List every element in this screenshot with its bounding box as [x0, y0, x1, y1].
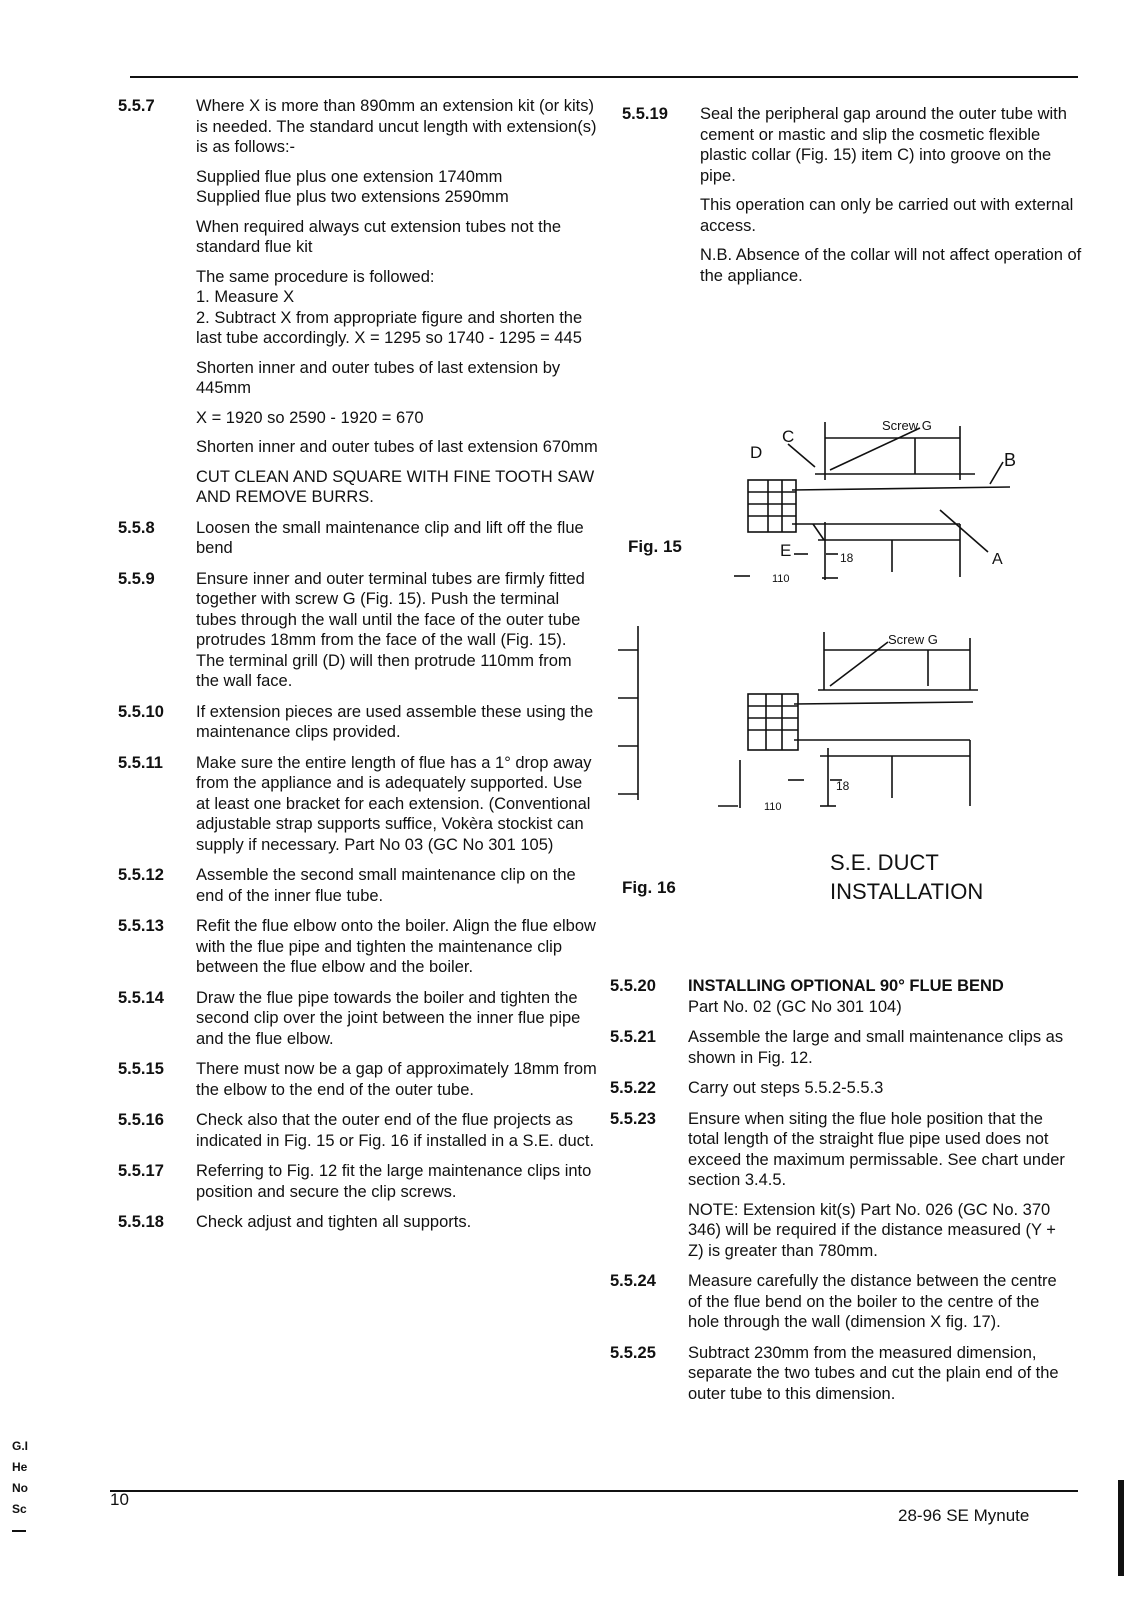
section-5-5-17: [118, 1161, 598, 1202]
section-5-5-25: [610, 1343, 1070, 1405]
section-body: [688, 1271, 1070, 1333]
paragraph: NOTE: Extension kit(s) Part No. 026 (GC No. 370 346) will be required if the distance measured (Y + Z) is greater than 780mm.: [688, 1200, 1056, 1260]
fig15-label: Fig. 15: [628, 537, 682, 556]
right-column-top: [622, 104, 1082, 296]
top-rule: [130, 76, 1078, 78]
paragraph: When required always cut extension tubes not the standard flue kit: [196, 217, 562, 256]
side-mark: No: [12, 1481, 28, 1495]
section-number: 5.5.20: [610, 977, 656, 995]
paragraph: X = 1920 so 2590 - 1920 = 670: [196, 408, 424, 427]
section-number: 5.5.14: [118, 988, 164, 1007]
section-5-5-9: [118, 569, 598, 692]
fig16-label: Fig. 16: [622, 878, 676, 897]
section-body: [196, 569, 598, 692]
section-number: 5.5.21: [610, 1028, 656, 1046]
model-footer: 28-96 SE Mynute: [898, 1506, 1030, 1525]
section-body: [700, 104, 1082, 286]
section-body: [688, 1343, 1070, 1405]
paragraph: Make sure the entire length of flue has a 1° drop away from the appliance and is adequately supported. Use at least one bracket for each extension. (Conventional adjustable strap supports suffice, Vokèra stockist can supply if necessary. Part No 03 (GC No 301 105): [196, 753, 592, 854]
fig15-label-b: B: [1004, 450, 1017, 470]
paragraph: Carry out steps 5.5.2-5.5.3: [688, 1079, 884, 1097]
section-body: [196, 96, 598, 508]
paragraph: Check also that the outer end of the flue projects as indicated in Fig. 15 or Fig. 16 if installed in a S.E. duct.: [196, 1111, 595, 1150]
section-number: 5.5.23: [610, 1109, 656, 1128]
side-marks: [12, 1436, 28, 1520]
paragraph: Assemble the large and small maintenance clips as shown in Fig. 12.: [688, 1028, 1064, 1067]
section-number: 5.5.18: [118, 1213, 164, 1231]
section-number: 5.5.16: [118, 1111, 164, 1129]
side-mark: G.I: [12, 1439, 29, 1453]
section-body: [196, 1059, 598, 1100]
section-5-5-13: [118, 916, 598, 978]
paragraph: Refit the flue elbow onto the boiler. Align the flue elbow with the flue pipe and tighten the maintenance clip between the flue elbow and the boiler.: [196, 917, 596, 976]
paragraph: Measure carefully the distance between the centre of the flue bend on the boiler to the centre of the hole through the wall (dimension X fig. 17).: [688, 1272, 1057, 1331]
section-5-5-21: [610, 1027, 1070, 1068]
section-5-5-10: [118, 702, 598, 743]
section-number: 5.5.8: [118, 518, 155, 537]
section-5-5-22: [610, 1078, 1070, 1099]
side-mark: Sc: [12, 1502, 27, 1516]
section-number: 5.5.24: [610, 1272, 656, 1290]
section-5-5-14: [118, 988, 598, 1050]
section-number: 5.5.17: [118, 1162, 164, 1180]
section-5-5-11: [118, 753, 598, 856]
section-5-5-19: [622, 104, 1082, 286]
paragraph: The same procedure is followed: 1. Measure X 2. Subtract X from appropriate figure and shorten the last tube accordingly. X = 1295 so 1740 - 1295 = 445: [196, 267, 583, 347]
right-column-bottom: [610, 976, 1070, 1414]
paragraph: Part No. 02 (GC No 301 104): [688, 997, 902, 1016]
se-duct-caption: [830, 848, 983, 906]
paragraph: There must now be a gap of approximately 18mm from the elbow to the end of the outer tube.: [196, 1060, 597, 1099]
fig15-label-c: C: [782, 427, 795, 446]
paragraph: Check adjust and tighten all supports.: [196, 1213, 472, 1231]
side-dash: [12, 1530, 26, 1532]
section-5-5-15: [118, 1059, 598, 1100]
fig15-label-d: D: [750, 443, 763, 462]
section-body: [196, 1161, 598, 1202]
paragraph: Where X is more than 890mm an extension kit (or kits) is needed. The standard uncut length with extension(s) is as follows:-: [196, 97, 597, 156]
section-body: [196, 702, 598, 743]
fig16-screw-label: Screw G: [888, 632, 938, 647]
paragraph: Ensure inner and outer terminal tubes are firmly fitted together with screw G (Fig. 15). Push the terminal tubes through the wall until the face of the outer tube protrudes 18mm from the face of the wall (Fig. 15). The terminal grill (D) will then protrude 110mm from the wall face.: [196, 569, 585, 690]
paragraph: Supplied flue plus one extension 1740mm Supplied flue plus two extensions 2590mm: [196, 167, 509, 206]
section-body: [196, 1212, 471, 1233]
section-heading: INSTALLING OPTIONAL 90° FLUE BEND: [688, 977, 1004, 995]
section-body: [196, 865, 598, 906]
section-number: 5.5.12: [118, 866, 164, 884]
se-duct-line1: S.E. DUCT: [830, 850, 939, 875]
section-5-5-8: [118, 518, 598, 559]
section-number: 5.5.19: [622, 105, 668, 123]
section-body: [196, 1110, 598, 1151]
paragraph: CUT CLEAN AND SQUARE WITH FINE TOOTH SAW AND REMOVE BURRS.: [196, 467, 595, 506]
paragraph: This operation can only be carried out with external access.: [700, 196, 1074, 235]
section-5-5-16: [118, 1110, 598, 1151]
section-body: [196, 916, 598, 978]
paragraph: N.B. Absence of the collar will not affect operation of the appliance.: [700, 246, 1082, 285]
fig15-label-e: E: [780, 541, 792, 560]
fig16-diagram: [608, 620, 988, 820]
section-body: [688, 1027, 1070, 1068]
paragraph: Draw the flue pipe towards the boiler and tighten the second clip over the joint between the inner flue pipe and the flue elbow.: [196, 988, 581, 1048]
paragraph: Ensure when siting the flue hole position that the total length of the straight flue pipe used does not exceed the maximum permissable. See chart under section 3.4.5.: [688, 1109, 1065, 1189]
section-number: 5.5.13: [118, 917, 164, 935]
paragraph: Subtract 230mm from the measured dimension, separate the two tubes and cut the plain end of the outer tube to this dimension.: [688, 1343, 1059, 1403]
edge-bar: [1118, 1480, 1124, 1576]
section-5-5-23: [610, 1109, 1070, 1262]
bottom-rule: [110, 1490, 1078, 1492]
section-5-5-20: [610, 976, 1070, 1017]
fig15-diagram: [720, 412, 1030, 592]
paragraph: If extension pieces are used assemble these using the maintenance clips provided.: [196, 702, 594, 741]
paragraph: Shorten inner and outer tubes of last extension by 445mm: [196, 358, 561, 397]
section-body: [688, 1078, 883, 1099]
page-number: 10: [110, 1490, 129, 1509]
section-number: 5.5.22: [610, 1079, 656, 1097]
section-number: 5.5.10: [118, 702, 164, 721]
section-5-5-18: [118, 1212, 598, 1233]
fig15-label-a: A: [992, 551, 1003, 568]
section-number: 5.5.25: [610, 1343, 656, 1362]
fig16-dim-18: 18: [836, 779, 850, 793]
section-5-5-12: [118, 865, 598, 906]
section-5-5-7: [118, 96, 598, 508]
section-body: [196, 988, 598, 1050]
side-mark: He: [12, 1460, 28, 1474]
section-5-5-24: [610, 1271, 1070, 1333]
fig16-dim-110: 110: [764, 801, 782, 813]
section-number: 5.5.11: [118, 753, 163, 772]
paragraph: Seal the peripheral gap around the outer tube with cement or mastic and slip the cosmetic flexible plastic collar (Fig. 15) item C) into groove on the pipe.: [700, 105, 1067, 185]
fig15-dim-18: 18: [840, 551, 854, 565]
section-number: 5.5.7: [118, 97, 155, 115]
section-number: 5.5.15: [118, 1060, 164, 1078]
paragraph: Assemble the second small maintenance clip on the end of the inner flue tube.: [196, 866, 576, 905]
left-column: [118, 96, 598, 1243]
se-duct-line2: INSTALLATION: [830, 879, 984, 904]
fig15-screw-label: Screw G: [882, 418, 932, 433]
section-body: [688, 1109, 1070, 1262]
section-body: [196, 753, 598, 856]
paragraph: Loosen the small maintenance clip and lift off the flue bend: [196, 518, 584, 557]
paragraph: Referring to Fig. 12 fit the large maintenance clips into position and secure the clip screws.: [196, 1162, 592, 1201]
section-body: [196, 518, 598, 559]
paragraph: Shorten inner and outer tubes of last extension 670mm: [196, 438, 598, 456]
section-body: [688, 976, 1004, 1017]
fig15-dim-110: 110: [772, 573, 790, 585]
section-number: 5.5.9: [118, 569, 155, 588]
